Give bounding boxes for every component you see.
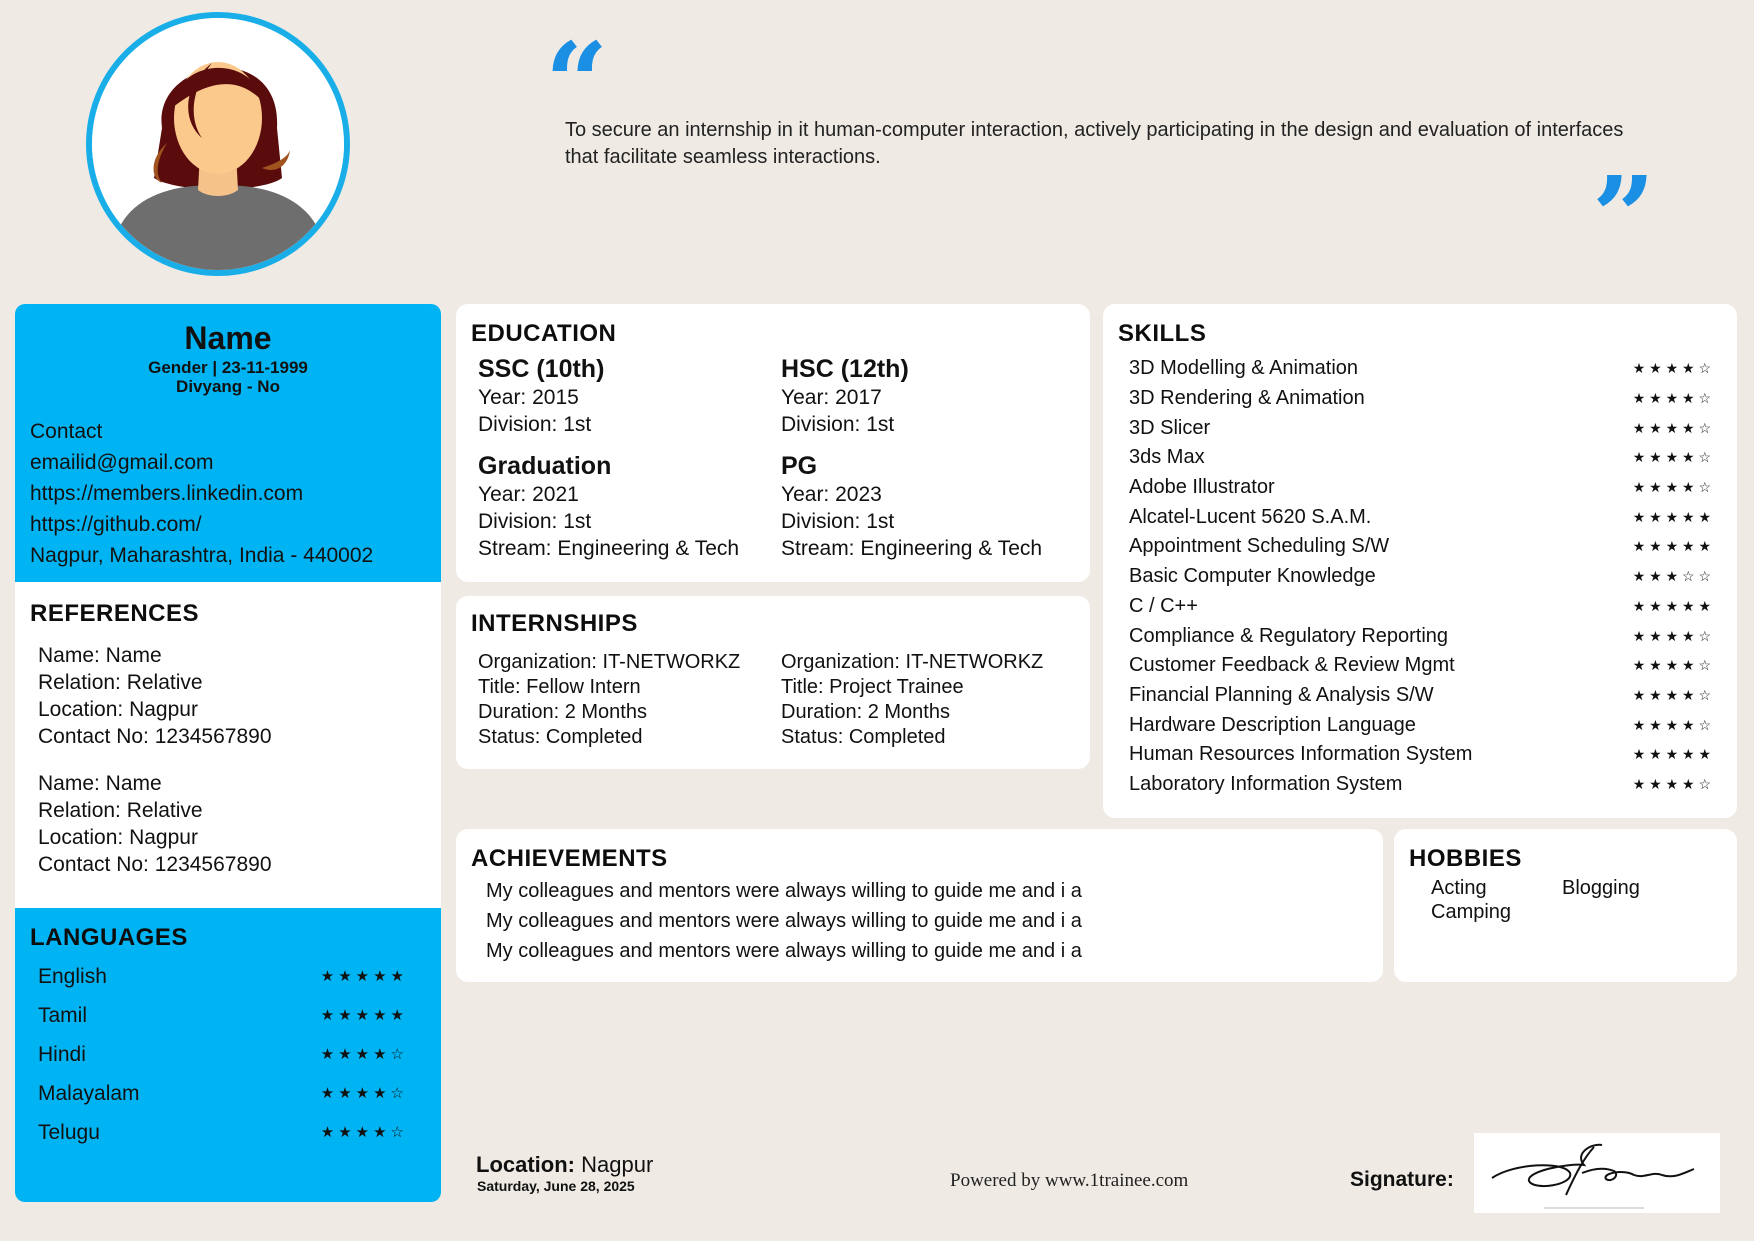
- language-name: Telugu: [38, 1121, 100, 1144]
- education-division: Division: 1st: [478, 413, 592, 436]
- skills-list: [1129, 354, 1711, 799]
- location-value: Nagpur: [581, 1152, 654, 1177]
- skill-stars: ★ ★ ★ ★ ★: [1632, 508, 1711, 525]
- email-link[interactable]: emailid@gmail.com: [30, 451, 214, 474]
- education-year: Year: 2021: [478, 483, 579, 506]
- language-name: Hindi: [38, 1043, 86, 1066]
- reference-name: Name: Name: [38, 644, 162, 667]
- skill-stars: ★ ★ ★ ☆ ☆: [1632, 568, 1711, 585]
- language-name: English: [38, 965, 107, 988]
- achievement-item: My colleagues and mentors were always willing to guide me and i a: [486, 880, 1082, 902]
- skill-stars: ★ ★ ★ ★ ☆: [1632, 627, 1711, 644]
- objective-text: To secure an internship in it human-computer interaction, actively participating in the design and evaluation of interfaces that facilitate seamless interactions.: [565, 119, 1624, 168]
- education-stream: Stream: Engineering & Tech: [478, 537, 740, 560]
- language-stars: ★★★★★: [320, 1007, 408, 1024]
- skill-name: Human Resources Information System: [1129, 743, 1473, 766]
- language-row: [38, 1002, 408, 1029]
- language-row: [38, 1041, 408, 1068]
- skill-row: [1129, 740, 1711, 770]
- skill-row: [1129, 354, 1711, 384]
- education-degree: HSC (12th): [781, 355, 909, 383]
- achievements-list: [486, 876, 1082, 966]
- language-name: Tamil: [38, 1004, 88, 1027]
- education-item: [478, 451, 739, 562]
- internship-duration: Duration: 2 Months: [781, 701, 950, 723]
- open-quote-icon: “: [545, 18, 609, 147]
- signature-image: [1474, 1133, 1720, 1213]
- achievement-item: My colleagues and mentors were always willing to guide me and i a: [486, 940, 1082, 962]
- profile-panel: [15, 304, 441, 582]
- skill-row: [1129, 621, 1711, 651]
- location-label: Location:: [476, 1152, 575, 1177]
- hobbies-title: HOBBIES: [1409, 845, 1522, 872]
- internships-title: INTERNSHIPS: [471, 610, 638, 637]
- skill-name: Compliance & Regulatory Reporting: [1129, 624, 1449, 647]
- skill-name: Laboratory Information System: [1129, 772, 1403, 795]
- languages-panel: [15, 908, 441, 1202]
- references-title: REFERENCES: [30, 600, 200, 627]
- languages-title: LANGUAGES: [30, 924, 188, 951]
- profile-name: Name: [184, 320, 272, 356]
- education-item: [781, 354, 909, 438]
- language-row: [38, 963, 408, 990]
- skill-stars: ★ ★ ★ ★ ☆: [1632, 716, 1711, 733]
- education-item: [781, 451, 1042, 562]
- skill-stars: ★ ★ ★ ★ ☆: [1632, 360, 1711, 377]
- hobby-item: Camping: [1431, 901, 1512, 923]
- skill-name: Basic Computer Knowledge: [1129, 565, 1376, 588]
- footer-date: Saturday, June 28, 2025: [477, 1178, 635, 1194]
- avatar: [86, 12, 350, 276]
- education-card: [456, 304, 1090, 582]
- skill-name: Alcatel-Lucent 5620 S.A.M.: [1129, 505, 1372, 528]
- skill-stars: ★ ★ ★ ★ ☆: [1632, 390, 1711, 407]
- skill-row: [1129, 443, 1711, 473]
- internships-card: [456, 596, 1090, 769]
- skill-stars: ★ ★ ★ ★ ☆: [1632, 419, 1711, 436]
- skill-name: 3D Modelling & Animation: [1129, 357, 1359, 380]
- achievements-card: [456, 829, 1383, 982]
- internship-item: [478, 650, 740, 750]
- achievements-title: ACHIEVEMENTS: [471, 845, 668, 872]
- skill-name: Financial Planning & Analysis S/W: [1129, 683, 1434, 706]
- language-row: [38, 1080, 408, 1107]
- signature-scribble: [1474, 1133, 1720, 1213]
- education-year: Year: 2017: [781, 386, 882, 409]
- education-year: Year: 2015: [478, 386, 579, 409]
- skill-row: [1129, 384, 1711, 414]
- reference-relation: Relation: Relative: [38, 799, 203, 822]
- skill-name: C / C++: [1129, 594, 1198, 617]
- education-degree: SSC (10th): [478, 355, 605, 383]
- references-section: [15, 582, 441, 908]
- skill-row: [1129, 770, 1711, 800]
- skill-row: [1129, 562, 1711, 592]
- internship-org: Organization: IT-NETWORKZ: [781, 651, 1044, 673]
- skill-row: [1129, 710, 1711, 740]
- achievement-item: My colleagues and mentors were always willing to guide me and i a: [486, 910, 1082, 932]
- education-year: Year: 2023: [781, 483, 882, 506]
- footer-location: [476, 1152, 653, 1178]
- education-division: Division: 1st: [781, 413, 895, 436]
- skill-name: Appointment Scheduling S/W: [1129, 535, 1390, 558]
- skill-stars: ★ ★ ★ ★ ☆: [1632, 479, 1711, 496]
- skill-row: [1129, 413, 1711, 443]
- signature-label: Signature:: [1350, 1168, 1454, 1191]
- language-stars: ★★★★☆: [320, 1046, 408, 1063]
- skill-name: Hardware Description Language: [1129, 713, 1416, 736]
- github-link[interactable]: https://github.com/: [30, 513, 202, 536]
- language-stars: ★★★★★: [320, 968, 408, 985]
- education-division: Division: 1st: [781, 510, 895, 533]
- skill-row: [1129, 532, 1711, 562]
- skill-stars: ★ ★ ★ ★ ★: [1632, 597, 1711, 614]
- skill-name: Customer Feedback & Review Mgmt: [1129, 654, 1455, 677]
- education-stream: Stream: Engineering & Tech: [781, 537, 1043, 560]
- internship-status: Status: Completed: [478, 726, 643, 748]
- education-title: EDUCATION: [471, 320, 617, 347]
- address: Nagpur, Maharashtra, India - 440002: [30, 544, 374, 567]
- internship-item: [781, 650, 1043, 750]
- hobby-item: Blogging: [1562, 877, 1640, 899]
- reference-contact: Contact No: 1234567890: [38, 725, 272, 748]
- internship-status: Status: Completed: [781, 726, 946, 748]
- internship-title: Title: Fellow Intern: [478, 676, 641, 698]
- skill-stars: ★ ★ ★ ★ ☆: [1632, 775, 1711, 792]
- education-division: Division: 1st: [478, 510, 592, 533]
- reference-contact: Contact No: 1234567890: [38, 853, 272, 876]
- internship-title: Title: Project Trainee: [781, 676, 964, 698]
- skill-name: 3D Slicer: [1129, 416, 1211, 439]
- linkedin-link[interactable]: https://members.linkedin.com: [30, 482, 304, 505]
- skill-row: [1129, 502, 1711, 532]
- language-stars: ★★★★☆: [320, 1085, 408, 1102]
- close-quote-icon: ”: [1592, 152, 1656, 281]
- reference-item: [38, 642, 272, 750]
- reference-location: Location: Nagpur: [38, 698, 198, 721]
- gender-dob: Gender | 23-11-1999: [148, 358, 308, 377]
- skills-title: SKILLS: [1118, 320, 1207, 347]
- reference-name: Name: Name: [38, 772, 162, 795]
- contact-label: Contact: [30, 420, 103, 443]
- internship-duration: Duration: 2 Months: [478, 701, 647, 723]
- reference-location: Location: Nagpur: [38, 826, 198, 849]
- skill-stars: ★ ★ ★ ★ ☆: [1632, 686, 1711, 703]
- avatar-illustration: [92, 18, 344, 270]
- skill-row: [1129, 592, 1711, 622]
- language-stars: ★★★★☆: [320, 1124, 408, 1141]
- skill-stars: ★ ★ ★ ★ ☆: [1632, 657, 1711, 674]
- skill-name: 3ds Max: [1129, 446, 1205, 469]
- skill-name: Adobe Illustrator: [1129, 476, 1275, 499]
- skill-stars: ★ ★ ★ ★ ☆: [1632, 449, 1711, 466]
- education-degree: Graduation: [478, 452, 612, 480]
- internship-org: Organization: IT-NETWORKZ: [478, 651, 741, 673]
- education-degree: PG: [781, 452, 818, 480]
- skill-row: [1129, 681, 1711, 711]
- hobbies-card: [1394, 829, 1737, 982]
- skill-name: 3D Rendering & Animation: [1129, 387, 1365, 410]
- reference-relation: Relation: Relative: [38, 671, 203, 694]
- reference-item: [38, 770, 272, 878]
- divyang-status: Divyang - No: [176, 377, 280, 396]
- language-name: Malayalam: [38, 1082, 140, 1105]
- skill-stars: ★ ★ ★ ★ ★: [1632, 538, 1711, 555]
- skill-stars: ★ ★ ★ ★ ★: [1632, 746, 1711, 763]
- skills-card: [1103, 304, 1737, 818]
- language-row: [38, 1119, 408, 1146]
- skill-row: [1129, 651, 1711, 681]
- hobby-item: Acting: [1431, 877, 1487, 899]
- powered-by: Powered by www.1trainee.com: [950, 1170, 1189, 1191]
- education-item: [478, 354, 604, 438]
- skill-row: [1129, 473, 1711, 503]
